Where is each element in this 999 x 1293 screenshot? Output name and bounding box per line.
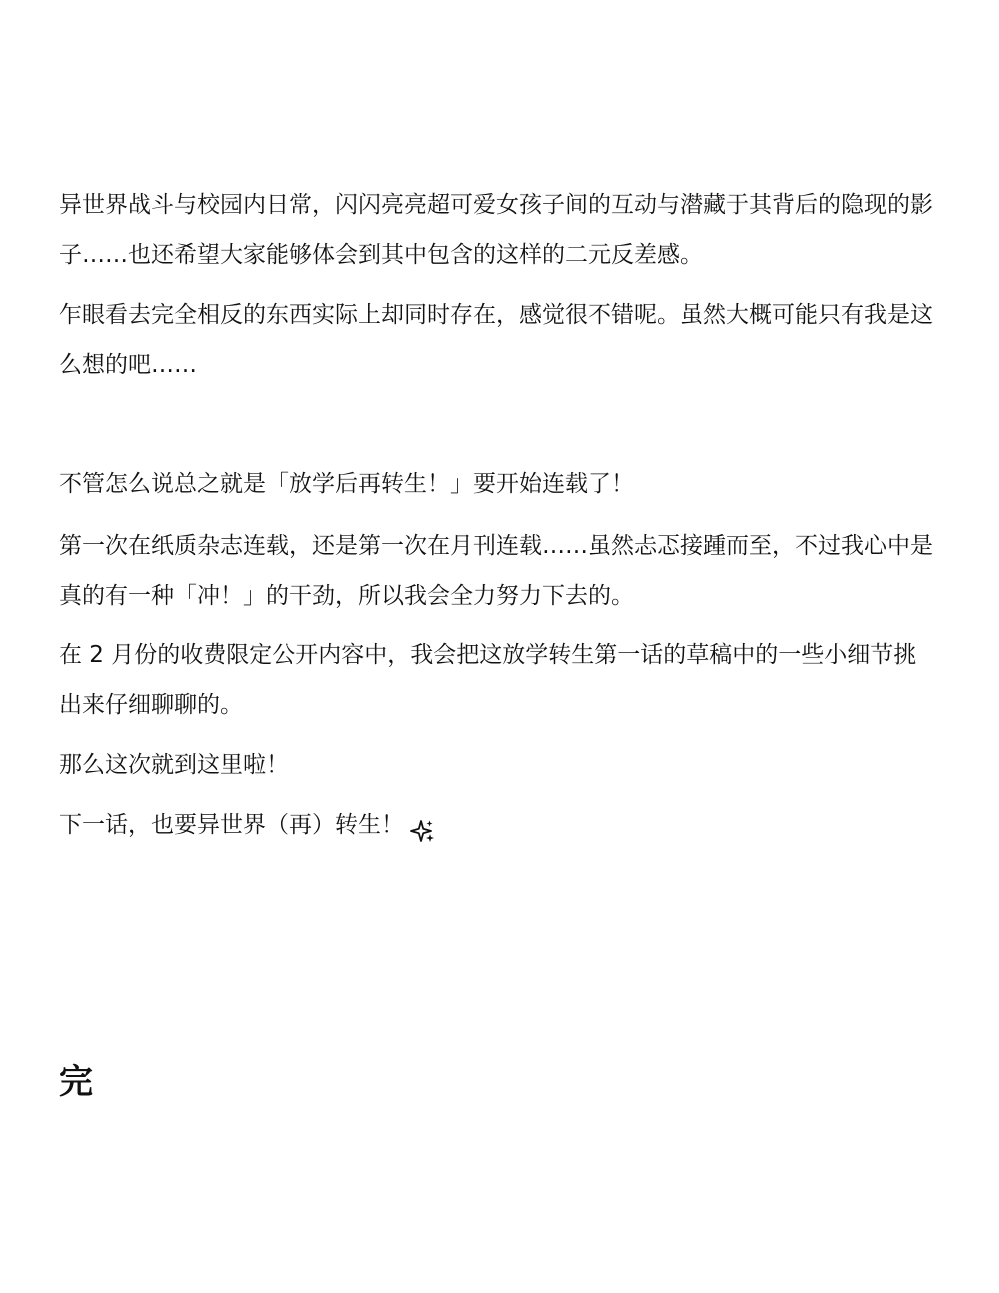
end-mark: 完 — [59, 1062, 93, 1102]
paragraph-serialization-start: 不管怎么说总之就是「放学后再转生！」要开始连载了！ — [59, 471, 634, 497]
paragraph-opposites: 乍眼看去完全相反的东西实际上却同时存在，感觉很不错呢。虽然大概可能只有我是这么想的吧…… — [59, 302, 933, 378]
paragraph-february-content: 在 2 月份的收费限定公开内容中，我会把这放学转生第一话的草稿中的一些小细节挑出来仔细聊聊的。 — [59, 642, 917, 718]
next-episode-text: 下一话，也要异世界（再）转生！ — [59, 812, 404, 838]
paragraph-closing: 那么这次就到这里啦！ — [59, 752, 289, 778]
paragraph-next-episode — [59, 800, 939, 850]
paragraph-contrast: 异世界战斗与校园内日常，闪闪亮亮超可爱女孩子间的互动与潜藏于其背后的隐现的影子……也还希望大家能够体会到其中包含的这样的二元反差感。 — [59, 192, 933, 268]
paragraph-first-magazine: 第一次在纸质杂志连载，还是第一次在月刊连载……虽然忐忑接踵而至，不过我心中是真的有一种「冲！」的干劲，所以我会全力努力下去的。 — [59, 533, 933, 609]
sparkle-icon — [410, 813, 436, 839]
